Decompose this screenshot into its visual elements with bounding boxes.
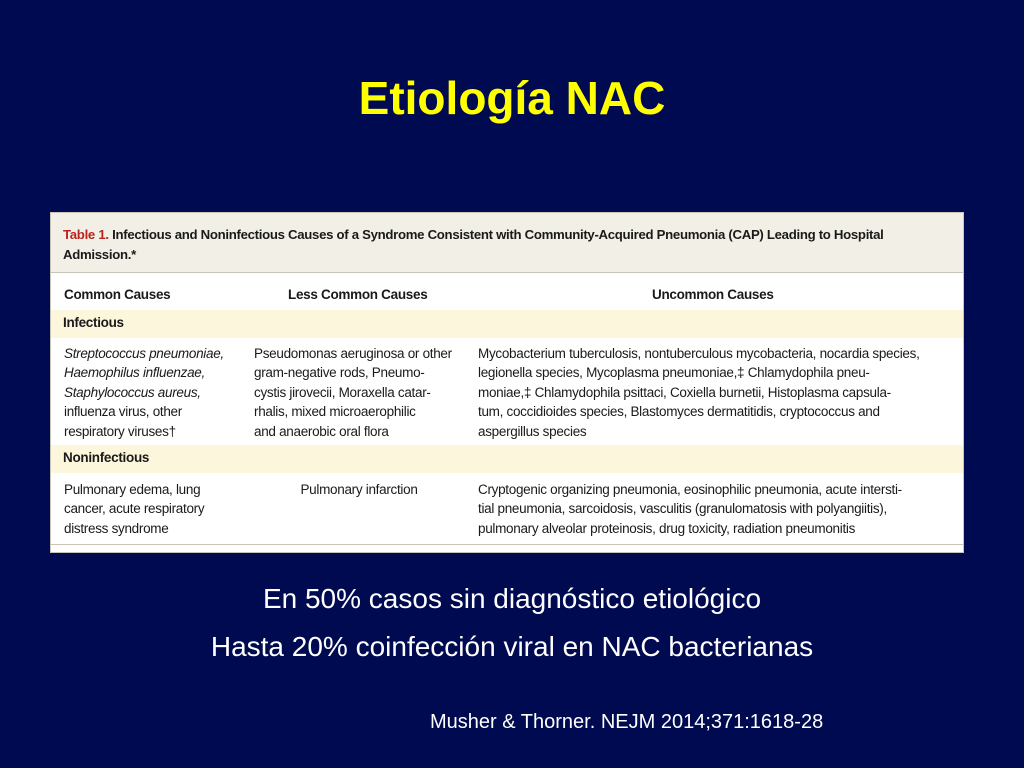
cell-line: Pulmonary infarction (300, 482, 418, 497)
cell-line: legionella species, Mycoplasma pneumoniae,‡ Chlamydophila pneu- (478, 365, 870, 381)
cell-line: tial pneumonia, sarcoidosis, vasculitis (granulomatosis with polyangiitis), (478, 501, 887, 517)
section-header-noninfectious: Noninfectious (51, 445, 963, 473)
cell-infectious-common (64, 344, 254, 441)
cell-line: gram-negative rods, Pneumo- (254, 365, 425, 381)
cell-line: distress syndrome (64, 520, 169, 536)
cell-line: pulmonary alveolar proteinosis, drug toxicity, radiation pneumonitis (478, 520, 856, 536)
column-header-uncommon: Uncommon Causes (652, 287, 774, 302)
cell-noninfectious-less-common (264, 480, 454, 499)
column-header-less-common: Less Common Causes (288, 287, 428, 302)
cell-line: aspergillus species (478, 423, 587, 439)
cell-line: moniae,‡ Chlamydophila psittaci, Coxiella burnetii, Histoplasma capsula- (478, 384, 891, 400)
cell-line: Streptococcus pneumoniae, (64, 346, 224, 361)
slide-title: Etiología NAC (358, 72, 666, 124)
note-line-2: Hasta 20% coinfección viral en NAC bacterianas (210, 631, 814, 662)
cell-line: Pseudomonas aeruginosa or other (254, 346, 452, 361)
cell-line: influenza virus, other (64, 404, 182, 420)
cell-line: Mycobacterium tuberculosis, nontuberculous mycobacteria, nocardia species, (478, 346, 920, 361)
table-image (50, 212, 964, 553)
cell-infectious-less-common (254, 344, 494, 441)
cell-line: respiratory viruses† (64, 423, 176, 439)
cell-line: Cryptogenic organizing pneumonia, eosinophilic pneumonia, acute intersti- (478, 482, 902, 497)
table-bottom-rule (51, 544, 963, 553)
cell-infectious-uncommon (478, 344, 958, 441)
cell-line: Pulmonary edema, lung (64, 482, 201, 497)
cell-line: tum, coccidioides species, Blastomyces dermatitidis, cryptococcus and (478, 404, 880, 420)
note-line-1: En 50% casos sin diagnóstico etiológico (262, 583, 762, 614)
table-label: Table 1. (63, 227, 109, 242)
table-caption-line-1: Infectious and Noninfectious Causes of a Syndrome Consistent with Community-Acquired Pneumonia (CAP) Leading to Hospital (112, 227, 884, 242)
cell-line: and anaerobic oral flora (254, 423, 389, 439)
column-header-common: Common Causes (64, 287, 171, 302)
section-header-infectious: Infectious (51, 310, 963, 338)
citation: Musher & Thorner. NEJM 2014;371:1618-28 (430, 711, 824, 733)
cell-line: Haemophilus influenzae, (64, 365, 205, 381)
cell-line: rhalis, mixed microaerophilic (254, 404, 416, 420)
table-caption (51, 213, 963, 273)
cell-line: Staphylococcus aureus, (64, 384, 201, 400)
cell-line: cancer, acute respiratory (64, 501, 205, 517)
table-caption-line-2: Admission.* (63, 247, 136, 262)
cell-line: cystis jirovecii, Moraxella catar- (254, 384, 431, 400)
cell-noninfectious-uncommon (478, 480, 958, 538)
cell-noninfectious-common (64, 480, 254, 538)
